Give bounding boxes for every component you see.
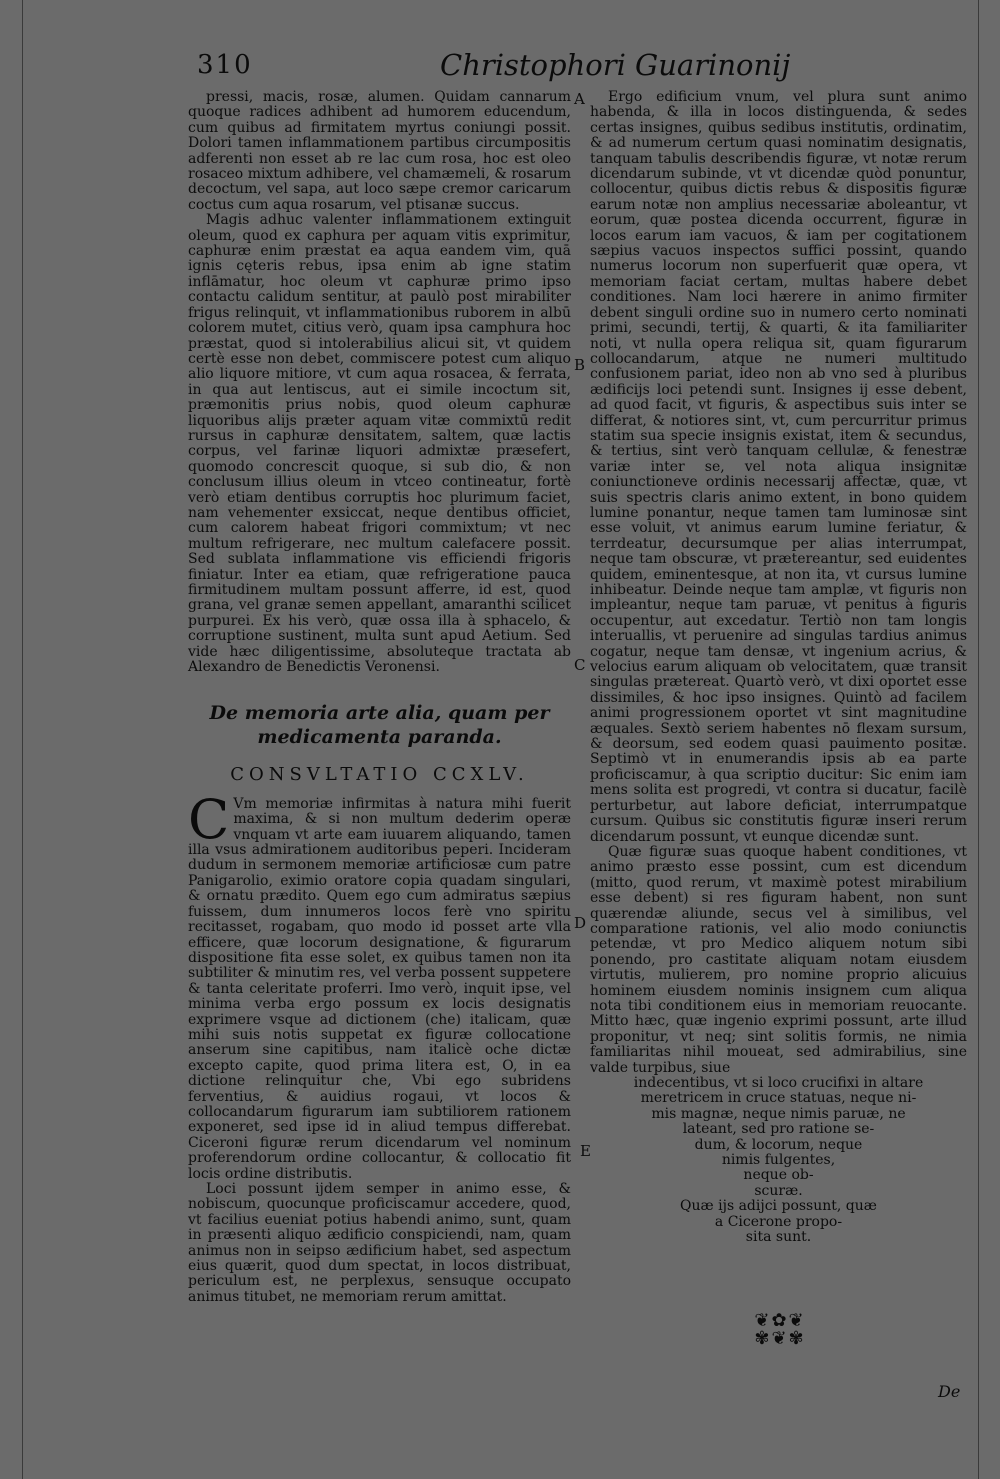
- catchword: De: [938, 1382, 961, 1401]
- paragraph: Ergo edificium vnum, vel plura sunt animo habenda, & illa in locos distinguenda, & sedes certas insignes, quibus sedibus institutis, ordinatim, & ad numerum certum quasi nominatim designatis, tanquam tabulis describendis figuræ, vt notæ rerum dicendarum subinde, vt vt dicendæ quòd ponuntur, collocentur, quibus dictis rebus & dispositis figuræ earum notæ non amplius necessariæ aboleantur, vt eorum, quæ postea dicenda occurrent, figuræ in locos earum iam vacuos, & iam per cogitationem sæpius vacuos inspectos suffici possint, quando numerus locorum non superfuerit quæ opera, vt memoriam faciat certam, multas habere debet conditiones. Nam loci hærere in animo firmiter debent singuli ordine suo in numero certo nominati primi, secundi, tertij, & quarti, & ita familiariter noti, vt nulla opera reliqua sit, quam figurarum collocandarum, atque ne numeri multitudo confusionem pariat, ideo non ab vno sed à pluribus ædificijs loci petendi sunt. Insignes ij esse debent, ad quod facit, vt figuris, & aspectibus suis inter se differat, & notiores sint, vt, cum percurritur primus statim sua specie insignis existat, item & secundus, & tertius, sint verò tanquam cellulæ, & fenestræ variæ inter se, vel nota aliqua insignitæ coniunctioneve ordinis necessarij affectæ, quæ, vt suis spectris claris animo extent, in bono quidem lumine ponantur, neque tamen tam luminosæ sint esse voluit, vt animus earum lumine feriatur, & terrdeatur, decursumque per alias interrumpat, neque tam obscuræ, vt prætereantur, sed euidentes quidem, eminentesque, at non ita, vt cursus lumine inhibeatur. Deinde neque tam amplæ, vt figuris non impleantur, neque tam paruæ, vt penitus à figuris occupentur, aut excedatur. Tertiò non tam longis interuallis, vt peruenire ad singulas tardius animus cogatur, neque tam densæ, vt ingenium acrius, & velocius earum aliquam ob velocitatem, quæ transit singulas prætereat. Quartò verò, vt dixi oportet esse dissimiles, & hoc ipso insignes. Quintò ad facilem animi progressionem oportet vt sint magnitudine æquales. Sextò seriem habentes nō flexam sursum, & deorsum, sed eodem quasi pauimento positæ. Septimò vt in enumerandis ipsis ab ea parte proficiscamur, à qua scriptio ducitur: Sic enim iam mens solita est progredi, vt contra si ducatur, facilè perturbetur, aut labore deficiat, interrumpatque cursum. Quibus sic constitutis figuræ inseri rerum dicendarum possunt, vt eunque dicendæ sunt.: [590, 89, 967, 845]
- tail-line: neque ob-: [743, 1167, 814, 1184]
- page-header: [0, 48, 1000, 88]
- paragraph-text: Vm memoriæ infirmitas à natura mihi fuerit maxima, & si non multum dederim operæ vnquam vt arte eam iuuarem aliquando, tamen illa vsus admirationem auditoribus peperi. Incideram dudum in sermonem memoriæ artificiosæ cum patre Panigarolio, eximio oratore copia quadam singulari, & ornatu prædito. Quem ego cum admiratus sæpius fuissem, dum innumeros locos ferè vno spiritu recitasset, rogabam, quo modo id posset arte vlla efficere, quæ locorum designatione, & figurarum dispositione fita esse solet, ex quibus tamen non ita subtiliter & minutim res, vel verba possent suppetere & tanta celeritate proferri. Imo verò, inquit ipse, vel minima verba ergo possum ex locis designatis exprimere vsque ad dictionem (che) italicam, quæ mihi suis notis suppetat ex figuræ collocatione anserum sine capitibus, nam italicè oche dictæ excepto capite, quod prima litera est, O, in ea dictione relinquitur che, Vbi ego subridens ferventius, & auidius rogaui, vt locos & collocandarum figurarum iam subtiliorem rationem exponeret, sed ipse id in aliud tempus differebat. Ciceroni figuræ rerum dicendarum vel nominum proferendorum ordine collocantur, & collocatio fit locis ordine distributis.: [188, 795, 571, 1182]
- paragraph: Quæ figuræ suas quoque habent conditiones, vt animo præsto esse possint, cum est dicendum (mitto, quod rerum, vt maximè potest mirabilium esse debent) si res figuram habent, non sunt quærendæ aliunde, secus vel à similibus, vel comparatione rationis, vel alio modo coniunctis petendæ, vt pro Medico aliquem notum sibi ponendo, pro castitate aliquam notam eiusdem virtutis, mulierem, pro nomine proprio alicuius hominem eiusdem nominis insignem cum aliqua nota tibi conditionem eius in memoriam reuocante. Mitto hæc, quæ ingenio exprimi possunt, arte illud proponitur, vt neq; sint solitis formis, ne nimia familiaritas nihil moueat, sed admirabilius, sine valde turpibus, siue: [590, 843, 967, 1076]
- tail-line: meretricem in cruce statuas, neque ni-: [640, 1090, 917, 1107]
- paragraph: [188, 787, 571, 1182]
- tail-line: sita sunt.: [745, 1229, 812, 1246]
- tapered-ending: [590, 1076, 967, 1245]
- consultatio-title: CONSVLTATIO CCXLV.: [230, 764, 529, 786]
- tail-line: Quæ ijs adijci possunt, quæ: [680, 1198, 877, 1215]
- page-number: 310: [197, 50, 253, 80]
- margin-letter-c: C: [574, 656, 586, 674]
- page-edge-right: [978, 0, 979, 1479]
- page-edge-left: [22, 0, 23, 1479]
- tail-line: dum, & locorum, neque: [694, 1136, 863, 1153]
- paragraph: Loci possunt ijdem semper in animo esse, & nobiscum, quocunque proficiscamur accedere, quod, vt facilius eueniat potius habendi animo, sunt, quam in præsenti aliquo ædificio conspiciendi, nam, quam animus non in seipso ædificium habet, sed aspectum eius quærit, quod dum spectat, in locos distribuat, periculum est, ne perplexus, sensuque occupato animus titubet, ne memoriam rerum amittat.: [188, 1181, 571, 1305]
- tail-line: a Cicerone propo-: [714, 1213, 843, 1230]
- right-column: [590, 90, 967, 1245]
- margin-letter-a: A: [574, 90, 585, 108]
- section-heading: De memoria arte alia, quam per medicamenta paranda.: [209, 702, 550, 749]
- tail-line: lateant, sed pro ratione se-: [682, 1121, 875, 1138]
- paragraph: Magis adhuc valenter inflammationem extinguit oleum, quod ex caphura per aquam vitis exprimitur, caphuræ enim præstat ea aqua eandem vim, quā ignis cęteris rebus, ipsa enim ab igne statim inflāmatur, hoc oleum vt caphuræ primo ipso contactu calidum sentitur, at paulò post mirabiliter frigus relinquit, vt inflammationibus ruborem in albū colorem mutet, citius verò, quam ipsa camphura hoc præstat, quod si intolerabilius alicui sit, vt quidem certè esse non debet, commiscere potest cum aliquo alio liquore mitiore, vt cum aqua rosacea, & ferrata, in qua aut lentiscus, aut ei simile incoctum sit, præmonitis prius nobis, quod oleum caphuræ liquoribus alijs præter aquam vitæ commixtū redit rursus in caphuræ densitatem, saltem, quæ lactis corpus, vel farinæ liquori admixtæ præsefert, quomodo concrescit quoque, si sub dio, & non conclusum illius oleum in vtceo contineatur, fortè verò etiam dentibus corruptis hoc plurimum faciet, nam vehementer exsiccat, neque dentibus officiet, cum calorem habeat frigori commixtum; vt nec multum refrigerare, nec multum calefacere possit. Sed sublata inflammatione vis efficiendi frigoris finiatur. Inter ea etiam, quæ refrigeratione pauca firmitudinem multam possunt afferre, id est, quod grana, vel granæ semen appellant, amaranthi scilicet purpurei. Ex his verò, quæ ossa illa à sphacelo, & corruptione sustinent, multa sunt apud Aetium. Sed vide hæc diligentissime, absoluteque tractata ab Alexandro de Benedictis Veronensi.: [188, 212, 571, 676]
- margin-letter-b: B: [574, 356, 586, 374]
- drop-cap: C: [188, 787, 230, 851]
- running-title: Christophori Guarinonij: [440, 48, 791, 82]
- tail-line: mis magnæ, neque nimis paruæ, ne: [651, 1105, 906, 1122]
- margin-letter-e: E: [580, 1142, 591, 1160]
- tail-line: indecentibus, vt si loco crucifixi in altare: [633, 1075, 924, 1091]
- tail-line: scuræ.: [754, 1182, 803, 1199]
- left-column: [188, 90, 571, 1305]
- tail-line: nimis fulgentes,: [721, 1152, 836, 1169]
- margin-letter-d: D: [574, 914, 587, 932]
- fleuron-ornament-icon: ❦✿❦ ✾❦✾: [754, 1310, 806, 1349]
- paragraph: pressi, macis, rosæ, alumen. Quidam cannarum quoque radices adhibent ad humorem educendum, cum quibus ad firmitatem myrtus coniungi possit. Dolori tamen inflammationem partibus circumpositis adferenti non esset ab re lac cum rosa, hoc est oleo rosaceo mixtum adhibere, vel chamæmeli, & rosarum decoctum, vel sapa, aut loco sæpe cremor caricarum coctus cum aqua rosarum, vel ptisanæ succus.: [188, 89, 571, 213]
